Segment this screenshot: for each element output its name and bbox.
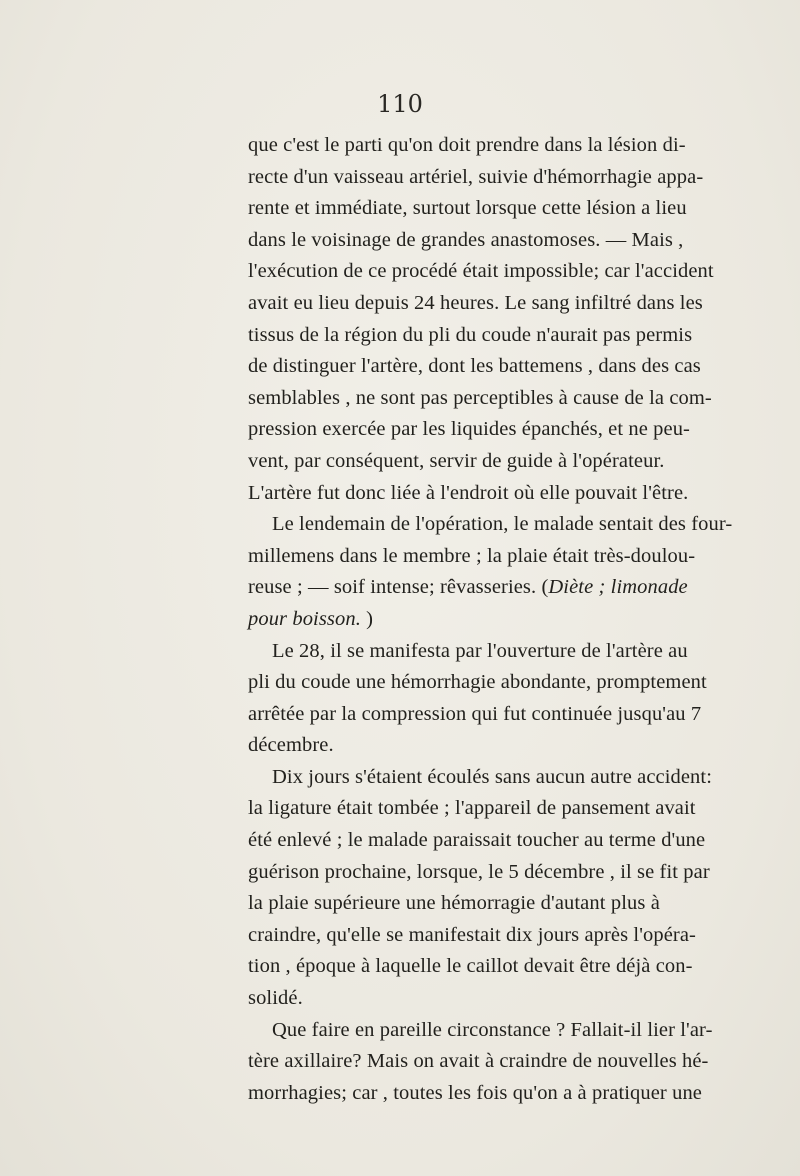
text-line: Que faire en pareille circonstance ? Fallait-il lier l'ar- bbox=[272, 1018, 713, 1041]
text-line: que c'est le parti qu'on doit prendre dans la lésion di- bbox=[248, 134, 686, 156]
text-line bbox=[248, 572, 688, 604]
text-line: morrhagies; car , toutes les fois qu'on a à pratiquer une bbox=[248, 1081, 702, 1104]
text-line bbox=[248, 604, 660, 636]
text-line: avait eu lieu depuis 24 heures. Le sang infiltré dans les bbox=[248, 291, 703, 314]
text-line: vent, par conséquent, servir de guide à l'opérateur. bbox=[248, 449, 665, 472]
page-number: 110 bbox=[377, 90, 423, 118]
text-line: pression exercée par les liquides épanchés, et ne peu- bbox=[248, 418, 690, 441]
text-line: l'exécution de ce procédé était impossible; car l'accident bbox=[248, 260, 714, 283]
text-line: semblables , ne sont pas perceptibles à cause de la com- bbox=[248, 386, 712, 409]
text-line: tissus de la région du pli du coude n'aurait pas permis bbox=[248, 323, 693, 346]
text-line: tère axillaire? Mais on avait à craindre de nouvelles hé- bbox=[248, 1050, 709, 1073]
text-line: tion , époque à laquelle le caillot devait être déjà con- bbox=[248, 955, 693, 978]
text-segment: reuse ; — soif intense; rêvasseries. ( bbox=[248, 576, 549, 599]
text-segment: ) bbox=[360, 607, 374, 630]
text-line: de distinguer l'artère, dont les battemens , dans des cas bbox=[248, 355, 701, 378]
text-line: Dix jours s'étaient écoulés sans aucun autre accident: bbox=[272, 765, 713, 788]
text-line: guérison prochaine, lorsque, le 5 décembre , il se fit par bbox=[248, 860, 710, 883]
text-line: la plaie supérieure une hémorragie d'autant plus à bbox=[248, 892, 660, 915]
text-line: Le 28, il se manifesta par l'ouverture de l'artère au bbox=[272, 639, 688, 662]
text-line: L'artère fut donc liée à l'endroit où elle pouvait l'être. bbox=[248, 481, 689, 504]
text-line: craindre, qu'elle se manifestait dix jours après l'opéra- bbox=[248, 923, 696, 946]
body-text bbox=[248, 130, 733, 1109]
text-line: dans le voisinage de grandes anastomoses. — Mais , bbox=[248, 228, 684, 251]
italic-segment: Diète ; limonade bbox=[548, 576, 688, 599]
text-line: arrêtée par la compression qui fut continuée jusqu'au 7 bbox=[248, 702, 702, 725]
text-line: rente et immédiate, surtout lorsque cette lésion a lieu bbox=[248, 197, 687, 220]
text-line: millemens dans le membre ; la plaie était très-doulou- bbox=[248, 544, 696, 567]
text-line: Le lendemain de l'opération, le malade sentait des four- bbox=[272, 513, 733, 536]
text-line: recte d'un vaisseau artériel, suivie d'hémorrhagie appa- bbox=[248, 165, 704, 188]
text-line: été enlevé ; le malade paraissait toucher au terme d'une bbox=[248, 829, 706, 852]
text-line: pli du coude une hémorrhagie abondante, promptement bbox=[248, 671, 707, 694]
italic-segment: pour boisson. bbox=[248, 607, 361, 630]
text-line: décembre. bbox=[248, 734, 334, 757]
text-line: la ligature était tombée ; l'appareil de pansement avait bbox=[248, 797, 696, 820]
text-line: solidé. bbox=[248, 987, 303, 1010]
